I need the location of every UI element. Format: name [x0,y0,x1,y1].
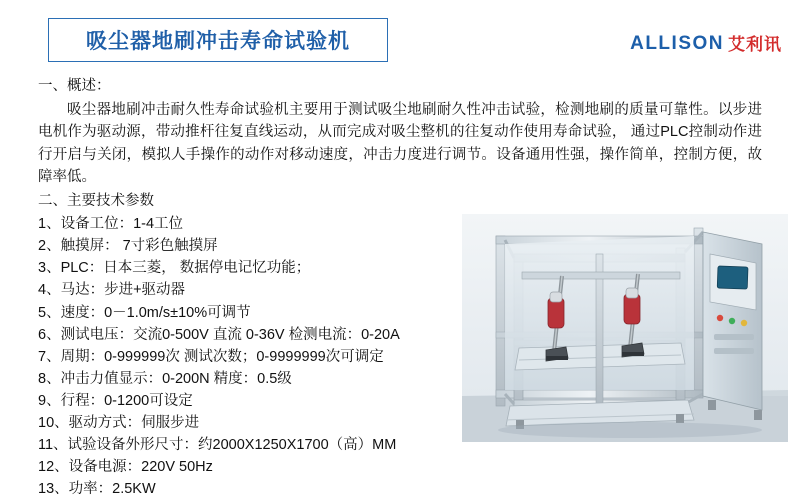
list-item: 12、设备电源：220V 50Hz [38,458,213,475]
list-item: 13、功率：2.5KW [38,480,156,497]
list-item: 5、速度：0－1.0m/s±10%可调节 [38,304,251,321]
list-item: 2、触摸屏： 7寸彩色触摸屏 [38,238,218,255]
list-item: 9、行程：0-1200可设定 [38,392,193,409]
page-title-box [48,18,388,62]
overview-paragraph: 吸尘器地刷冲击耐久性寿命试验机主要用于测试吸尘地刷耐久性冲击试验，检测地刷的质量可靠性。以步进电机作为驱动源，带动推杆往复直线运动，从而完成对吸尘整机的往复动作使用寿命试验， 通过PLC控制动作进行开启与关闭，模拟人手操作的动作对移动速度，冲击力度进行调节。设备通用性强，操作简单，控制方便，故障率低。 [38,101,762,186]
brand-logo-english: ALLISON [630,33,724,54]
list-item: 3、PLC：日本三菱， 数据停电记忆功能； [38,260,311,277]
list-item: 1、设备工位：1-4工位 [38,216,184,233]
list-item: 10、驱动方式：伺服步进 [38,414,200,431]
list-item: 7、周期：0-999999次 测试次数；0-9999999次可调定 [38,348,384,365]
list-item: 8、冲击力值显示：0-200N 精度：0.5级 [38,370,292,387]
list-item: 4、马达：步进+驱动器 [38,282,186,299]
machine-photo [462,214,788,442]
brand-logo-chinese: 艾利讯 [728,35,782,54]
list-item: 11、试验设备外形尺寸：约2000X1250X1700（高）MM [38,436,397,453]
overview-heading: 一、概述： [38,78,111,94]
page-title: 吸尘器地刷冲击寿命试验机 [86,30,350,53]
specs-heading: 二、主要技术参数 [38,192,154,209]
machine-photo-illustration [462,214,788,442]
spec-list [38,213,508,499]
brand-logo [630,34,782,53]
list-item: 6、测试电压：交流0-500V 直流 0-36V 检测电流：0-20A [38,326,400,343]
